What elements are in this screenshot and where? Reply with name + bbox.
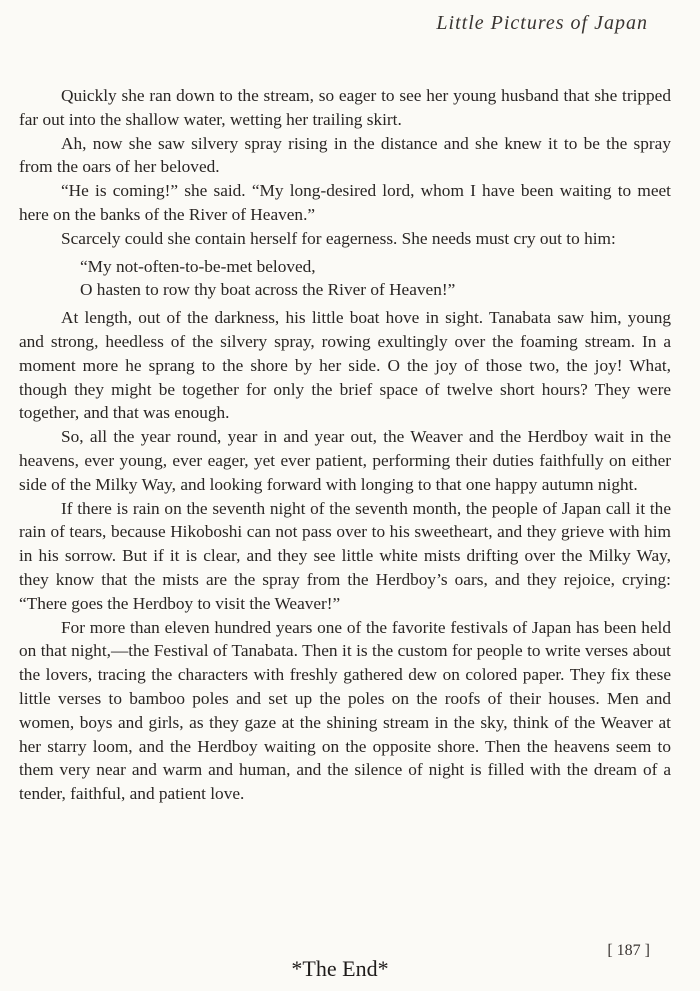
verse-line: O hasten to row thy boat across the River of Heaven!” bbox=[80, 280, 456, 300]
page-number: [ 187 ] bbox=[607, 942, 650, 959]
verse-block bbox=[19, 255, 671, 303]
verse-line: “My not-often-to-be-met beloved, bbox=[80, 256, 316, 276]
paragraph: For more than eleven hundred years one of the favorite festivals of Japan has been held on that night,—the Festival of Tanabata. Then it is the custom for people to write verses about the lovers, tracing the characters with freshly gathered dew on colored paper. They fix these little verses to bamboo poles and set up the poles on the roofs of their houses. Men and women, boys and girls, as they gaze at the shining stream in the sky, think of the Weaver at her starry loom, and the Herdboy waiting on the opposite shore. Then the heavens seem to them very near and warm and human, and the silence of night is filled with the dream of a tender, faithful, and patient love. bbox=[19, 617, 671, 804]
the-end-caption: *The End* bbox=[291, 956, 389, 981]
paragraph: At length, out of the darkness, his little boat hove in sight. Tanabata saw him, young and strong, heedless of the silvery spray, rowing exultingly over the foaming stream. In a moment more he sprang to the shore by her side. O the joy of those two, the joy! What, though they might be together for only the brief space of twelve short hours? They were together, and that was enough. bbox=[19, 308, 671, 423]
running-title: Little Pictures of Japan bbox=[436, 12, 648, 34]
paragraph: If there is rain on the seventh night of the seventh month, the people of Japan call it the rain of tears, because Hikoboshi can not pass over to his sweetheart, and they grieve with him in his sorrow. But if it is clear, and they see little white mists drifting over the Milky Way, they know that the mists are the spray from the Herdboy’s oars, and they rejoice, crying: “There goes the Herdboy to visit the Weaver!” bbox=[19, 498, 671, 613]
paragraph: “He is coming!” she said. “My long-desired lord, whom I have been waiting to meet here on the banks of the River of Heaven.” bbox=[19, 181, 671, 224]
paragraph: Quickly she ran down to the stream, so eager to see her young husband that she tripped far out into the shallow water, wetting her trailing skirt. bbox=[19, 86, 671, 129]
paragraph: Ah, now she saw silvery spray rising in the distance and she knew it to be the spray from the oars of her beloved. bbox=[19, 133, 671, 177]
page-body bbox=[19, 84, 671, 806]
paragraph: Scarcely could she contain herself for eagerness. She needs must cry out to him: bbox=[61, 228, 616, 248]
paragraph: So, all the year round, year in and year out, the Weaver and the Herdboy wait in the heavens, ever young, ever eager, yet ever patient, performing their duties faithfully on either side of the Milky Way, and looking forward with longing to that one happy autumn night. bbox=[19, 427, 671, 494]
